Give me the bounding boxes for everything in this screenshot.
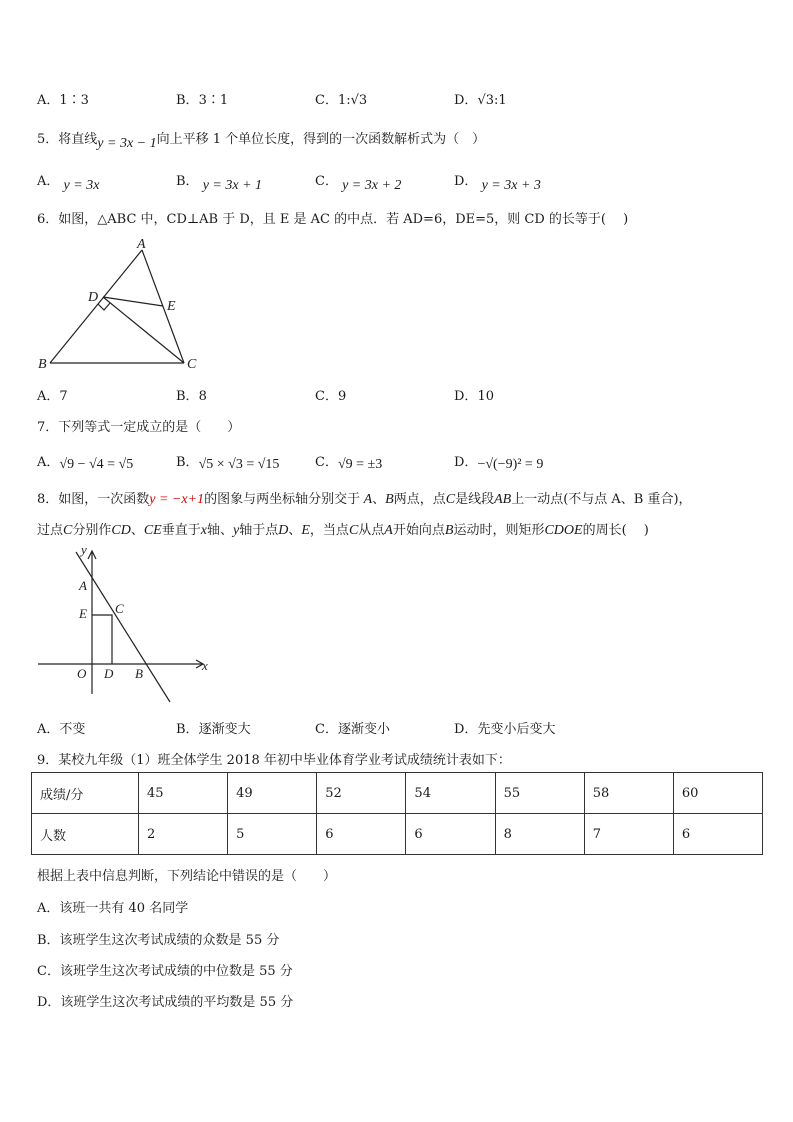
q8-option-d: D．先变小后变大 — [454, 722, 556, 737]
q8-label-c: C — [115, 601, 124, 616]
table-cell: 成绩/分 — [32, 773, 139, 814]
table-cell: 2 — [139, 814, 228, 855]
q9-score-table — [31, 772, 763, 855]
q4-option-b: B．3∶1 — [176, 93, 229, 108]
q5-option-b: B． y = 3x + 1 — [176, 174, 263, 193]
table-cell: 8 — [495, 814, 584, 855]
q4-option-c: C．1:√3 — [315, 93, 368, 108]
q5-option-c: C． y = 3x + 2 — [315, 174, 402, 193]
q9-choice-d: D．该班学生这次考试成绩的平均数是 55 分 — [37, 995, 294, 1010]
q8-coordinate-figure — [30, 540, 220, 710]
table-row — [32, 814, 763, 855]
q9-question: 根据上表中信息判断，下列结论中错误的是（ ） — [37, 869, 337, 884]
q6-label-e: E — [167, 299, 176, 314]
q8-option-b: B．逐渐变大 — [176, 722, 251, 737]
table-cell: 54 — [406, 773, 495, 814]
table-cell: 人数 — [32, 814, 139, 855]
q6-option-b: B．8 — [176, 389, 207, 404]
q8-option-a: A．不变 — [37, 722, 86, 737]
q8-label-b: B — [135, 666, 143, 681]
table-row — [32, 773, 763, 814]
q6-option-d: D．10 — [454, 389, 494, 404]
q8-label-o: O — [77, 666, 87, 681]
q7-option-c: C．√9 = ±3 — [315, 455, 383, 472]
table-cell: 5 — [228, 814, 317, 855]
q8-label-x: x — [202, 658, 208, 673]
q6-stem: 6．如图，△ABC 中，CD⊥AB 于 D，且 E 是 AC 的中点．若 AD=6，DE=5，则 CD 的长等于( ) — [37, 212, 629, 227]
q6-label-d: D — [88, 290, 99, 305]
q9-choice-b: B．该班学生这次考试成绩的众数是 55 分 — [37, 933, 280, 948]
table-cell: 7 — [584, 814, 673, 855]
q6-triangle-figure — [30, 236, 210, 376]
q8-label-d: D — [104, 666, 114, 681]
table-cell: 55 — [495, 773, 584, 814]
q6-label-a: A — [137, 237, 146, 252]
q8-label-y: y — [81, 542, 87, 557]
q4-option-a: A．1∶3 — [37, 93, 89, 108]
q7-option-b: B．√5 × √3 = √15 — [176, 455, 280, 472]
q8-line-graph — [76, 552, 170, 702]
table-cell: 60 — [673, 773, 762, 814]
table-cell: 6 — [406, 814, 495, 855]
q8-rectangle-cdoe — [92, 615, 112, 664]
q6-option-c: C．9 — [315, 389, 347, 404]
q7-option-d: D．−√(−9)² = 9 — [454, 455, 544, 472]
q5-stem: 5．将直线y = 3x − 1向上平移 1 个单位长度，得到的一次函数解析式为（ ） — [37, 132, 486, 151]
q5-option-a: A． y = 3x — [37, 174, 100, 193]
q8-label-e: E — [79, 606, 87, 621]
q7-stem: 7．下列等式一定成立的是（ ） — [37, 420, 241, 435]
q4-option-d: D．√3:1 — [454, 93, 507, 108]
table-cell: 52 — [317, 773, 406, 814]
table-cell: 58 — [584, 773, 673, 814]
q9-stem: 9．某校九年级（1）班全体学生 2018 年初中毕业体育学业考试成绩统计表如下： — [37, 753, 511, 768]
q6-right-angle-mark — [98, 303, 110, 310]
q6-label-b: B — [38, 357, 47, 372]
q8-stem-line2: 过点C分别作CD、CE垂直于x轴、y轴于点D、E，当点C从点A开始向点B运动时，则矩形CDOE的周长( ) — [37, 523, 649, 538]
q7-option-a: A．√9 − √4 = √5 — [37, 455, 134, 472]
q8-option-c: C．逐渐变小 — [315, 722, 390, 737]
q5-option-d: D． y = 3x + 3 — [454, 174, 541, 193]
q6-side-ab — [50, 250, 142, 363]
table-cell: 6 — [673, 814, 762, 855]
table-cell: 45 — [139, 773, 228, 814]
table-cell: 49 — [228, 773, 317, 814]
table-cell: 6 — [317, 814, 406, 855]
q9-choice-a: A．该班一共有 40 名同学 — [37, 901, 189, 916]
q8-stem-line1: 8．如图，一次函数y = −x+1的图象与两坐标轴分别交于 A、B两点，点C是线段AB上一动点(不与点 A、B 重合)， — [37, 492, 692, 507]
q6-option-a: A．7 — [37, 389, 68, 404]
q8-label-a: A — [79, 578, 87, 593]
q6-label-c: C — [187, 357, 197, 372]
q9-choice-c: C．该班学生这次考试成绩的中位数是 55 分 — [37, 964, 293, 979]
